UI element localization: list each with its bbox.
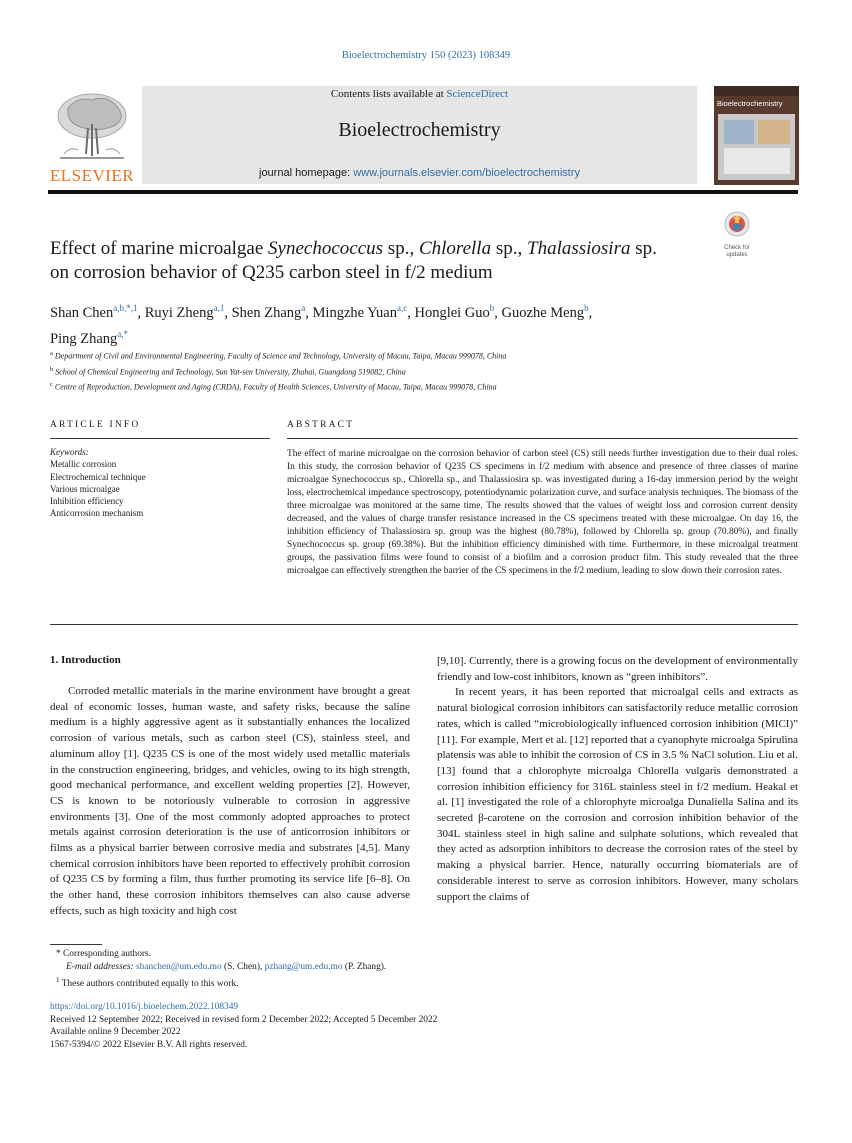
journal-name: Bioelectrochemistry [338, 119, 501, 141]
body-left-column [50, 684, 410, 920]
body-paragraph: [9,10]. Currently, there is a growing focus on the development of environmentally friendly and low-cost inhibitors, known as “green inhibitors”. [437, 655, 798, 683]
abstract-bottom-rule [50, 624, 798, 625]
article-info-rule [50, 438, 270, 439]
received-dates: Received 12 September 2022; Received in revised form 2 December 2022; Accepted 5 December 2022 [50, 1014, 438, 1025]
article-info-heading: ARTICLE INFO [50, 420, 141, 430]
keyword-item: Metallic corrosion [50, 459, 117, 470]
author-name[interactable]: Shan Chen [50, 304, 114, 321]
title-genus-2: Chlorella [418, 238, 492, 259]
title-genus-3: Thalassiosira [527, 238, 631, 259]
author-affil-marker[interactable]: b [584, 303, 589, 313]
keyword-item: Anticorrosion mechanism [50, 508, 144, 519]
body-paragraph: In recent years, it has been reported that microalgal cells and extracts as natural biological corrosion inhibitors can satisfactorily reduce metallic corrosion rates, which is called “microbiologically influenced corrosion inhibition (MICI)” [11]. For example, Mert et al. [12] reported that a cyanophyte microalga Spirulina platensis was able to inhibit the corrosion of CS in 3.5 % NaCl solution. Liu et al. [13] found that a chlorophyte microalga Chlorella vulgaris demonstrated a corrosion inhibition efficiency for 316L stainless steel in f/2 medium. Heakal et al. [1] investigated the role of a chlorophyte microalga Dunaliella Salina and its secreted β-carotene on the corrosion and corrosion inhibition behavior of the 304L stainless steel in high saline and sulphate solutions, which revealed that they acted as adsorption inhibitors to decrease the corrosion rates of the steel by making a physical barrier. Hence, naturally occurring biomaterials are of considerable interest to serve as corrosion inhibitors. However, many scholars support the claims of [437, 686, 798, 903]
title-part-7: sp. [630, 238, 657, 259]
keyword-item: Electrochemical technique [50, 471, 146, 482]
cover-title: Bioelectrochemistry [717, 99, 783, 108]
publisher-wordmark: ELSEVIER [49, 166, 135, 185]
title-line-2: on corrosion behavior of Q235 carbon steel in f/2 medium [50, 262, 493, 283]
homepage-prefix: journal homepage: [259, 167, 354, 179]
author-affil-marker[interactable]: a,* [117, 328, 129, 339]
title-part-5: sp., [491, 238, 527, 259]
contents-available-line [142, 88, 697, 100]
abstract-rule [287, 438, 798, 439]
keyword-item: Various microalgae [50, 483, 120, 494]
title-part-3: sp., [383, 238, 419, 259]
author-name[interactable]: Ruyi Zheng [144, 304, 214, 321]
author-name[interactable]: Ping Zhang [50, 330, 118, 347]
author-name[interactable]: Mingzhe Yuan [312, 304, 397, 321]
footnote-rule [50, 944, 102, 945]
author-affil-marker[interactable]: b [489, 303, 495, 313]
affiliation-item: $^c$ Centre of Reproduction, Development and Aging (CRDA), Faculty of Health Sciences, University of Macau, Taipa, Macau 999078, China [50, 381, 497, 392]
keywords-block [50, 446, 270, 520]
title-genus-1: Synechococcus [268, 238, 384, 259]
journal-homepage-line [142, 167, 697, 179]
author-affil-marker[interactable]: a,1 [213, 303, 225, 313]
footnotes [50, 948, 550, 991]
copyright-line: 1567-5394/© 2022 Elsevier B.V. All rights reserved. [50, 1039, 248, 1050]
affiliation-list [50, 347, 750, 394]
keywords-label: Keywords: [50, 447, 89, 457]
author-affil-marker[interactable]: a,c [396, 303, 408, 313]
crossmark-icon [715, 210, 759, 240]
keyword-item: Inhibition efficiency [50, 496, 124, 507]
abstract-text [287, 448, 798, 578]
author-affil-marker[interactable]: a,b,*,1 [113, 303, 138, 313]
cover-art [714, 86, 799, 185]
header-rule [48, 190, 798, 194]
equal-contribution-footnote: $^1$ These authors contributed equally to this work. [56, 976, 239, 990]
journal-citation-link[interactable]: Bioelectrochemistry 150 (2023) 108349 [341, 50, 511, 61]
author-name[interactable]: Guozhe Meng [501, 304, 585, 321]
affiliation-item: $^a$ Department of Civil and Environmental Engineering, Faculty of Science and Technology, University of Macau, Taipa, Macau 999078, China [50, 350, 507, 361]
doi-link[interactable]: https://doi.org/10.1016/j.bioelechem.2022.108349 [50, 1002, 239, 1012]
section-heading-introduction: 1. Introduction [50, 654, 121, 666]
journal-cover-image [714, 86, 799, 185]
abstract-heading: ABSTRACT [287, 420, 355, 430]
author-affil-marker[interactable]: a [301, 303, 306, 313]
email-footnote: E-mail addresses: shanchen@um.edu.mo (S. Chen), pzhang@um.edu.mo (P. Zhang). [66, 962, 387, 972]
title-part-1: Effect of marine microalgae [50, 238, 269, 259]
publication-info [50, 1001, 650, 1051]
email-link[interactable]: shanchen@um.edu.mo [135, 962, 222, 972]
online-date: Available online 9 December 2022 [50, 1027, 181, 1038]
journal-homepage-link[interactable]: www.journals.elsevier.com/bioelectrochemistry [353, 167, 580, 179]
contents-prefix: Contents lists available at [330, 88, 447, 100]
corresponding-footnote: * Corresponding authors. [56, 949, 152, 959]
check-for-updates-label: Check for updates [724, 245, 750, 258]
check-for-updates-button[interactable] [715, 210, 759, 258]
sciencedirect-link[interactable]: ScienceDirect [446, 88, 509, 100]
author-list: Shan Chen$^{a,b,*,1}$, Ruyi Zheng$^{a,1}$, Shen Zhang$^a$, Mingzhe Yuan$^{a,c}$, Honglei Guo$^b$, Guozhe Meng$^b$, Ping Zhang$^{a,*}$ [50, 303, 593, 347]
body-paragraph: Corroded metallic materials in the marine environment have brought a great deal of economic losses, human waste, and safety risks, because the saline medium is a highly aggressive agent as it substantially enhances the localized corrosion of various metals, such as carbon steel (CS), stainless steel, and aluminum alloy [1]. Q235 CS is one of the most widely used metallic materials in the construction engineering, bridges, and vehicles, owing to its high strength, good mechanical performance, and excellent welding properties [2]. However, CS is known to be notoriously vulnerable to corrosion in aggressive environments [3]. One of the most commonly adopted approaches to protect metals against corrosion deterioration is the use of anticorrosion inhibitors or films as a physical barrier between corrosive media and substrates [4,5]. Many chemical corrosion inhibitors have been reported to effectively prohibit corrosion of Q235 CS by forming a film, thus further promoting its service life [6–8]. On the other hand, these corrosion inhibitors themselves can also cause adverse effects, such as high toxicity and high cost [50, 685, 410, 917]
email-link[interactable]: pzhang@um.edu.mo [264, 962, 343, 972]
abstract-paragraph: The effect of marine microalgae on the corrosion behavior of carbon steel (CS) still needs further investigation due to their dual roles. In this study, the corrosion behavior of Q235 CS specimens in f/2 medium with absence and presence of three classes of marine microalgae Synechococcus sp., Chlorella sp., and Thalassiosira sp. was investigated during a 16-day immersion period by the weight loss, electrochemical impedance spectroscopy, potentiodynamic polarization curve, and surface analysis techniques. The biomass of the three microalgae was monitored at the same time. The results showed that the values of weight loss and corrosion current density decreased, and the values of charge transfer resistance increased in the CS specimens treated with these microalgae. On day 16, the inhibition efficiency of Thalassiosira sp. group was the highest (80.78%), followed by Chlorella sp. group (70.80%), and finally Synechococcus sp. group (69.38%). But the inhibition efficiency diminished with time. Furthermore, in these microalgal treatment groups, the passivation films were found to consist of a biofilm and a corrosion product film. This study revealed that the three microalgae can effectively strengthen the barrier of the CS specimens in the f/2 medium, leading to slow down their corrosion rates. [287, 449, 798, 576]
body-right-column [437, 654, 798, 905]
article-title [50, 237, 710, 285]
affiliation-item: $^b$ School of Chemical Engineering and Technology, Sun Yat-sen University, Zhuhai, Guangdong 519082, China [50, 365, 406, 377]
author-name[interactable]: Shen Zhang [231, 304, 302, 321]
author-name[interactable]: Honglei Guo [414, 304, 490, 321]
